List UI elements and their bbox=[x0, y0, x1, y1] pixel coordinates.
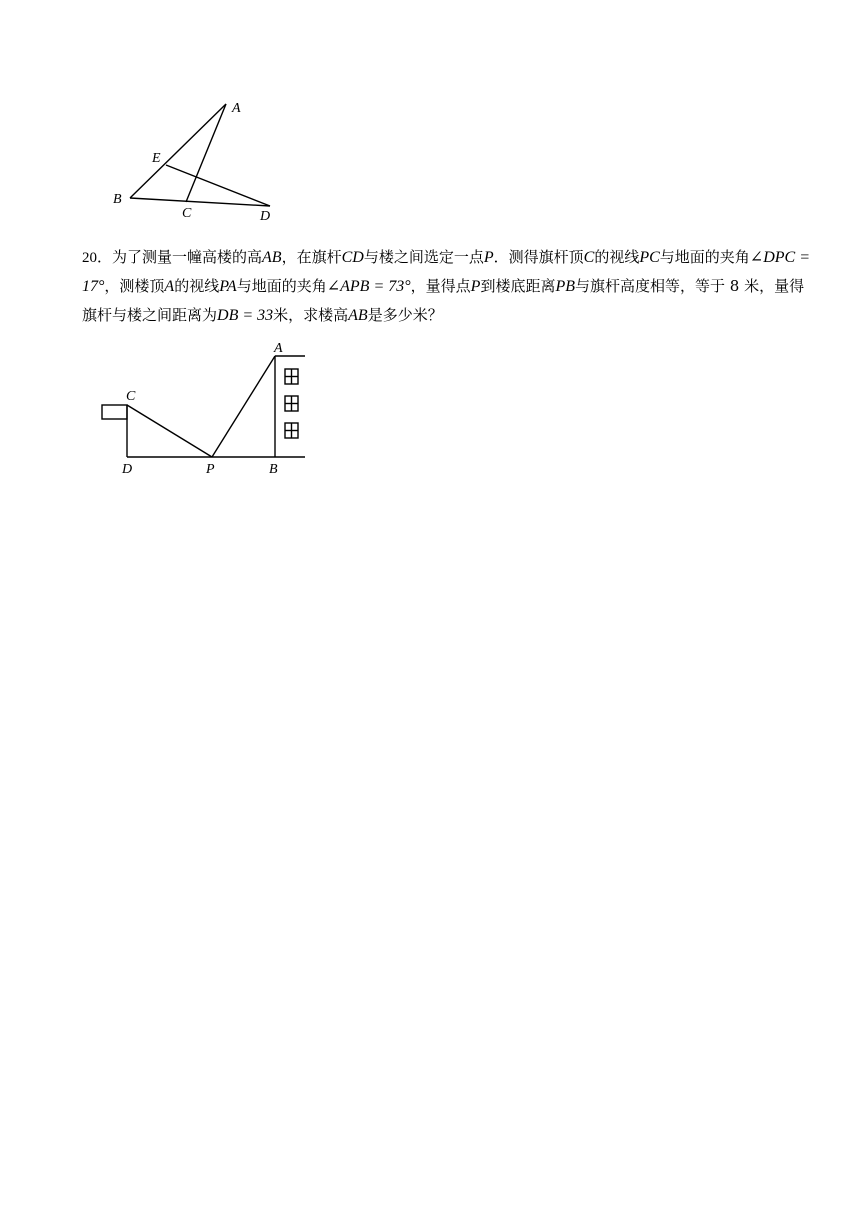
building-figure bbox=[92, 336, 322, 481]
label-b: B bbox=[113, 192, 122, 207]
sight-line-pc bbox=[127, 405, 212, 457]
segment-bd bbox=[130, 198, 270, 206]
label-p: P bbox=[206, 462, 215, 477]
problem-20: 20．为了测量一幢高楼的高AB，在旗杆CD与楼之间选定一点P．测得旗杆顶C的视线PC与地面的夹角∠DPC = 17°，测楼顶A的视线PA与地面的夹角∠APB = 73°，量得点P到楼底距离PB与旗杆高度相等，等于 8 米，量得旗杆与楼之间距离为DB = 33米，求楼高AB是多少米？ bbox=[82, 248, 810, 324]
label-e: E bbox=[152, 151, 161, 166]
segment-ab bbox=[130, 104, 226, 198]
label-a: A bbox=[232, 101, 241, 116]
flag bbox=[102, 405, 127, 419]
label-c: C bbox=[182, 206, 192, 221]
triangle-figure bbox=[100, 92, 300, 232]
label-d: D bbox=[260, 209, 271, 224]
label-c: C bbox=[126, 389, 136, 404]
label-d: D bbox=[122, 462, 133, 477]
sight-line-pa bbox=[212, 356, 275, 457]
segment-ed bbox=[166, 165, 270, 206]
label-b: B bbox=[269, 462, 278, 477]
building-windows bbox=[285, 369, 298, 438]
segment-ac bbox=[186, 104, 226, 202]
problem-number: 20． bbox=[82, 250, 113, 266]
label-a: A bbox=[274, 341, 283, 356]
